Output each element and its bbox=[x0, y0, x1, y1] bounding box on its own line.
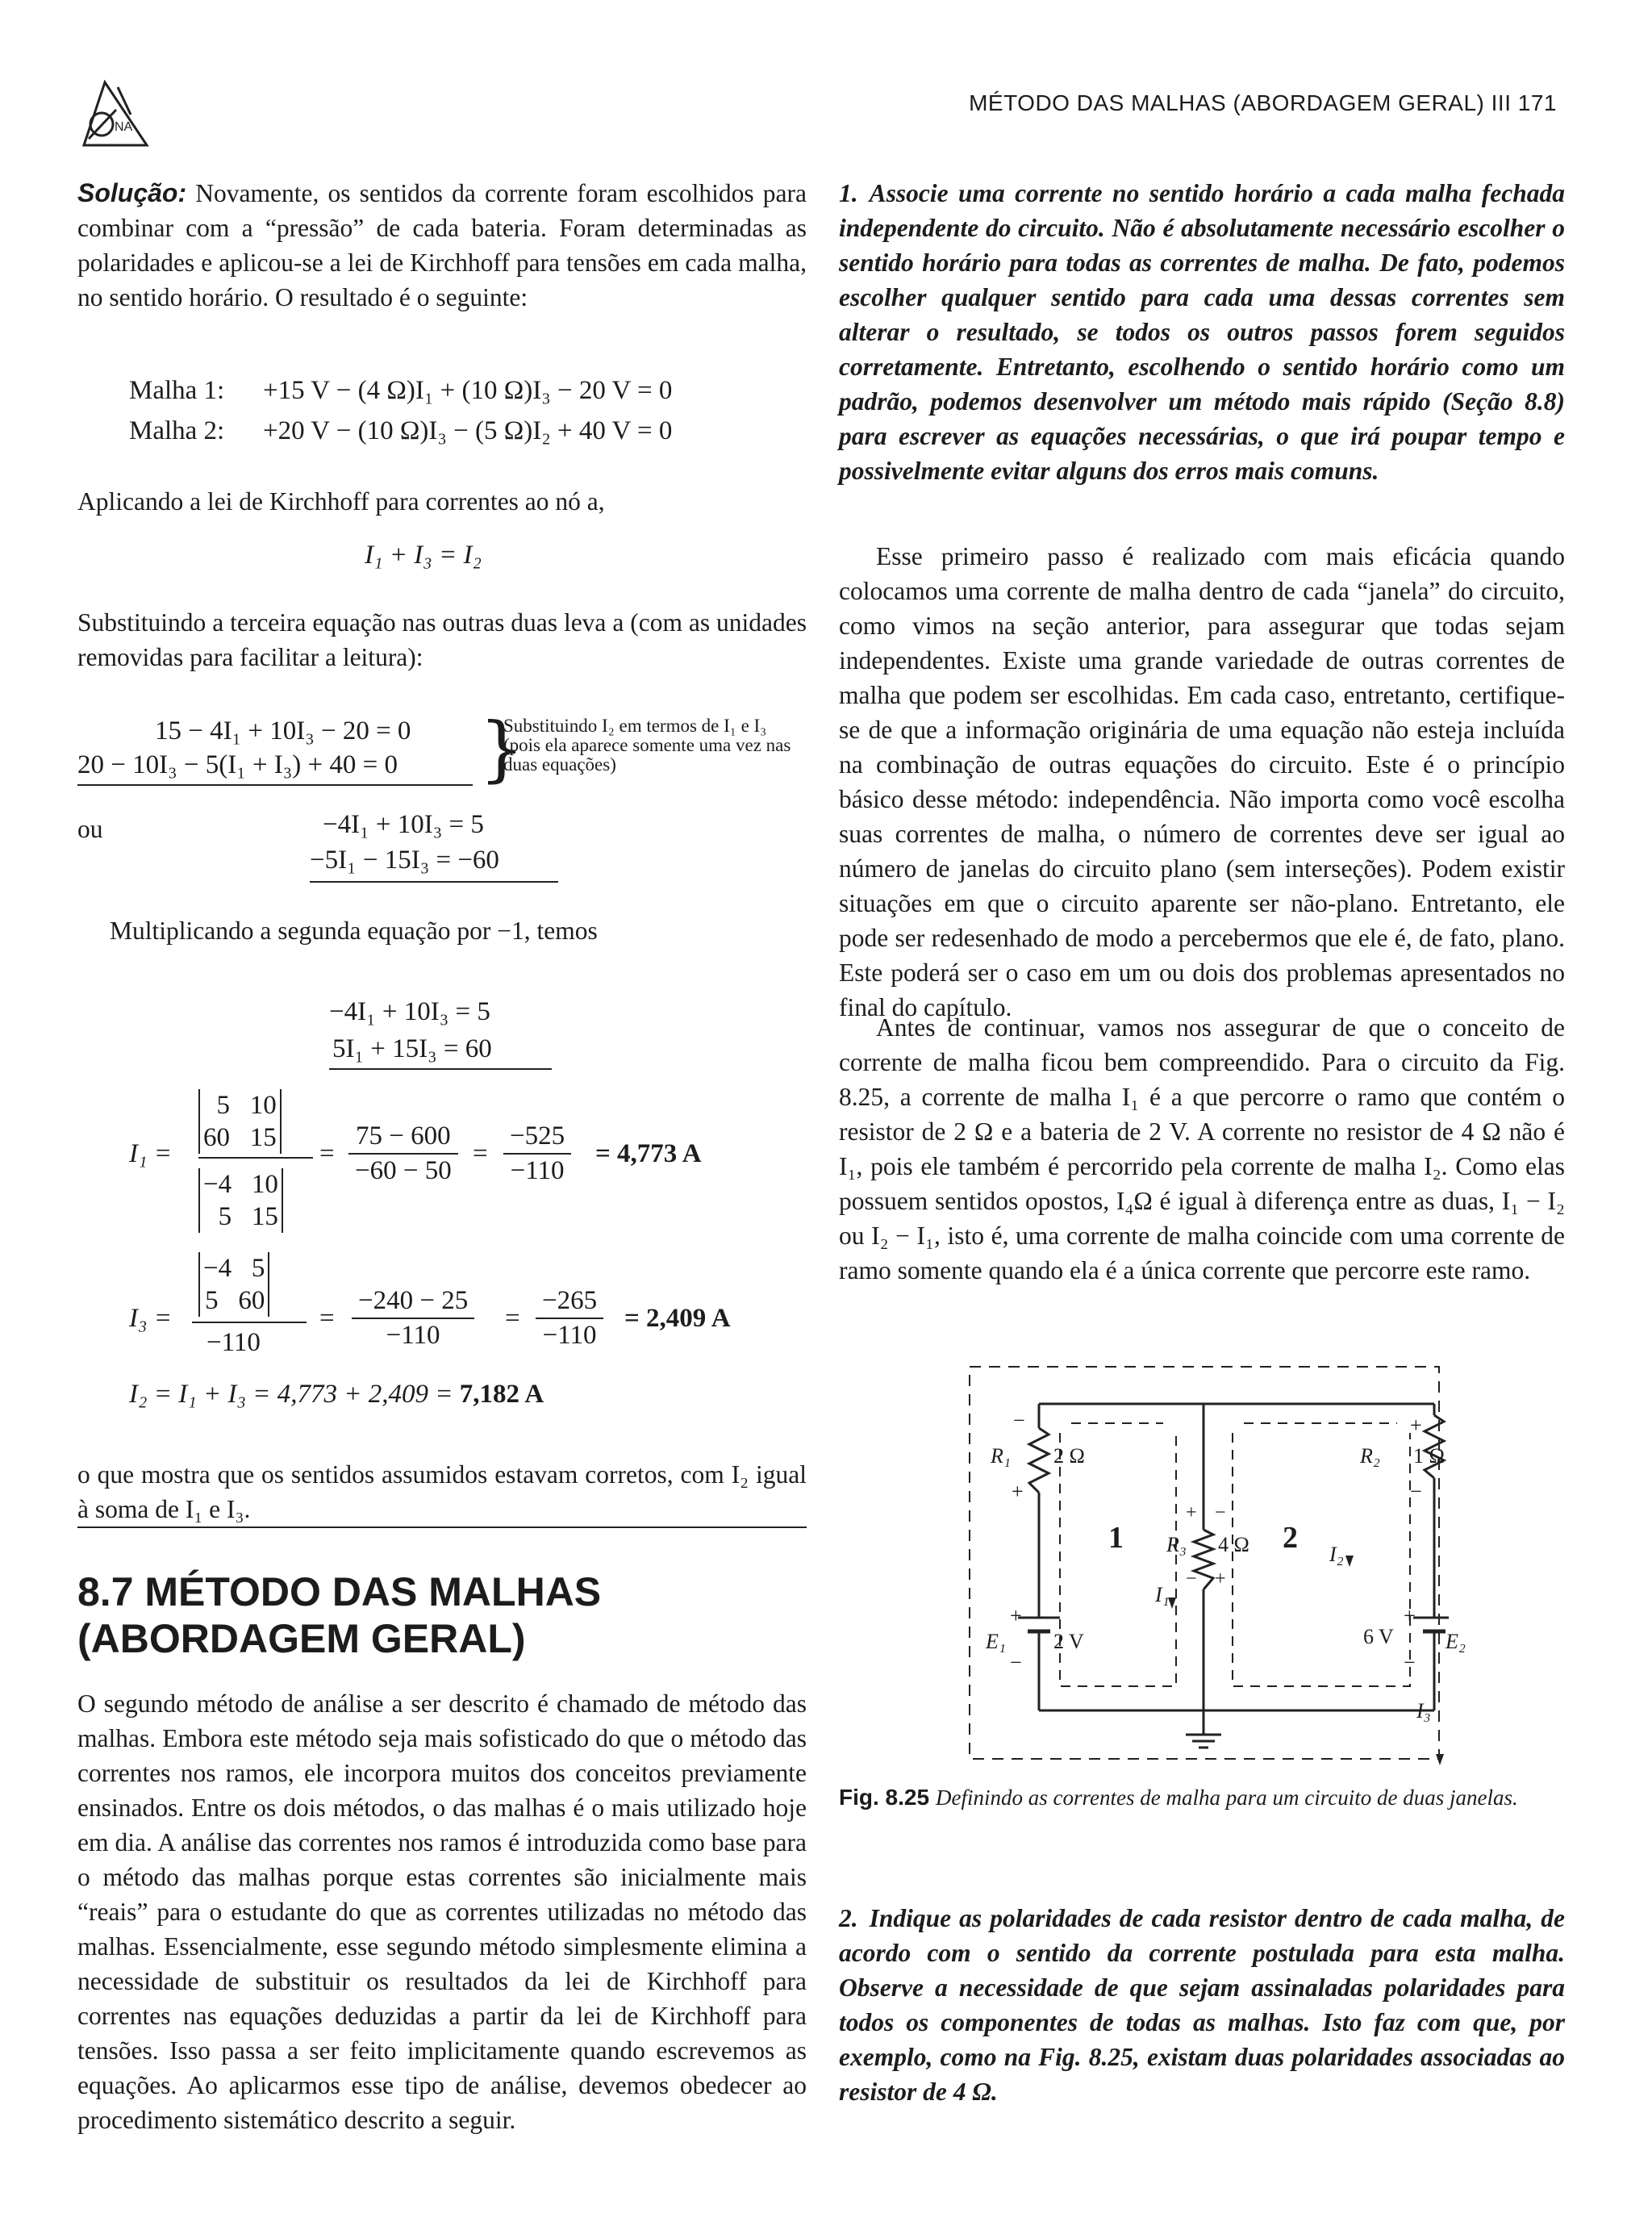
i1-fraction-1: $\frac{75 - 600}{-60 - 50}$ bbox=[348, 1121, 458, 1186]
system2-eq1: −4I₁ + 10I₃ = 5 bbox=[323, 810, 484, 839]
system1-underline bbox=[77, 784, 473, 786]
system3-eq2: 5I₁ + 15I₃ = 60 bbox=[332, 1034, 492, 1063]
e1-value: 2 V bbox=[1053, 1630, 1084, 1653]
i1-denominator-det: −4 10 5 15 bbox=[198, 1168, 283, 1233]
running-header: MÉTODO DAS MALHAS (ABORDAGEM GERAL) III 171 bbox=[969, 90, 1557, 115]
i3-numerator-det: −4 5 5 60 bbox=[198, 1252, 269, 1317]
i2-equation: I₂ = I₁ + I₃ = 4,773 + 2,409 = 7,182 A bbox=[129, 1380, 544, 1409]
multiply-text: Multiplicando a segunda equação por −1, temos bbox=[110, 917, 598, 945]
e1-minus: − bbox=[1010, 1651, 1022, 1674]
kcl-equation: I₁ + I₃ = I₂ bbox=[365, 541, 482, 570]
svg-text:NA: NA bbox=[115, 120, 133, 134]
i3-result: = 2,409 A bbox=[624, 1304, 731, 1333]
figure-caption bbox=[839, 1783, 1565, 1812]
r1-label: R₁ bbox=[991, 1444, 1011, 1468]
figure-label: Fig. 8.25 bbox=[839, 1785, 930, 1810]
logo bbox=[81, 77, 153, 150]
r2-label: R₂ bbox=[1360, 1444, 1380, 1468]
section-title: 8.7 MÉTODO DAS MALHAS (ABORDAGEM GERAL) bbox=[77, 1569, 602, 1661]
i1-label: I₁ = bbox=[129, 1139, 172, 1168]
i1-result: = 4,773 A bbox=[595, 1139, 702, 1168]
i3-equals-2: = bbox=[505, 1304, 520, 1333]
figure-caption-text: Definindo as correntes de malha para um circuito de duas janelas. bbox=[936, 1785, 1518, 1810]
system1-eq1: 15 − 4I₁ + 10I₃ − 20 = 0 bbox=[155, 716, 411, 745]
i3-label: I₃ = bbox=[129, 1304, 172, 1333]
i3-fraction-2: $\frac{-265}{-110}$ bbox=[536, 1286, 603, 1351]
malha1-equation: +15 V − (4 Ω)I₁ + (10 Ω)I₃ − 20 V = 0 bbox=[263, 376, 673, 405]
r1-value: 2 Ω bbox=[1053, 1444, 1085, 1468]
solution-label: Solução: bbox=[77, 178, 187, 207]
i1-numerator-det: 5 10 60 15 bbox=[198, 1089, 282, 1154]
system1-eq2: 20 − 10I₃ − 5(I₁ + I₃) + 40 = 0 bbox=[77, 750, 398, 779]
r3-minus-bottom: − bbox=[1186, 1568, 1197, 1589]
r3-value: 4 Ω bbox=[1218, 1533, 1249, 1556]
e1-label: E₁ bbox=[986, 1630, 1006, 1653]
i2-current-label: I₂ bbox=[1329, 1543, 1344, 1566]
substitution-text: Substituindo a terceira equação nas outras duas leva a (com as unidades removidas para facilitar a leitura): bbox=[77, 608, 807, 671]
i1-fraction-bar bbox=[198, 1157, 313, 1159]
i1-equals-1: = bbox=[319, 1139, 335, 1168]
mesh-1-label: 1 bbox=[1108, 1521, 1124, 1555]
kcl-text: Aplicando a lei de Kirchhoff para correntes ao nó a, bbox=[77, 487, 605, 516]
r3-plus-bottom: + bbox=[1215, 1568, 1226, 1589]
r1-minus: − bbox=[1013, 1409, 1025, 1432]
r1-plus: + bbox=[1012, 1480, 1024, 1503]
r2-plus: + bbox=[1410, 1414, 1422, 1437]
step1 bbox=[839, 176, 1565, 488]
e2-minus: − bbox=[1404, 1651, 1416, 1674]
malha2-label: Malha 2: bbox=[129, 416, 225, 445]
malha2-equation: +20 V − (10 Ω)I₃ − (5 Ω)I₂ + 40 V = 0 bbox=[263, 416, 673, 445]
i3-equals-1: = bbox=[319, 1304, 335, 1333]
system2-eq2: −5I₁ − 15I₃ = −60 bbox=[310, 846, 499, 875]
r2-value: 1 Ω bbox=[1413, 1444, 1445, 1468]
step1-number: 1. bbox=[839, 179, 858, 207]
e1-plus: + bbox=[1010, 1604, 1022, 1627]
malha1-label: Malha 1: bbox=[129, 376, 225, 405]
r3-plus-top: + bbox=[1186, 1502, 1197, 1523]
step1-text: Associe uma corrente no sentido horário a cada malha fechada independente do circuito. Não é absolutamente necessário escolher o sentido horário para todas as correntes de malha. De fato, podemos escolher qualquer sentido para cada uma dessas correntes sem alterar o resultado, se todos os outros passos forem seguidos corretamente. Entretanto, escolhendo o sentido horário como um padrão, podemos desenvolver um método mais rápido (Seção 8.8) para escrever as equações necessárias, o que irá poupar tempo e possivelmente evitar alguns dos erros mais comuns. bbox=[839, 179, 1565, 485]
section-rule bbox=[77, 1526, 807, 1528]
ou-label: ou bbox=[77, 815, 103, 843]
i3-fraction-bar bbox=[192, 1322, 307, 1323]
step2 bbox=[839, 1901, 1565, 2109]
circuit-figure bbox=[965, 1355, 1449, 1775]
brace-note: Substituindo I₂ em termos de I₁ e I₃ (pois ela aparece somente uma vez nas duas equações) bbox=[503, 716, 791, 775]
step2-number: 2. bbox=[839, 1904, 858, 1932]
mesh-2-label: 2 bbox=[1283, 1521, 1298, 1555]
r2-minus: − bbox=[1410, 1480, 1422, 1503]
r3-minus-top: − bbox=[1215, 1502, 1226, 1523]
solution-paragraph bbox=[77, 176, 807, 315]
system3-underline bbox=[329, 1068, 552, 1070]
i3-fraction-1: $\frac{-240 - 25}{-110}$ bbox=[352, 1286, 474, 1351]
brace: } bbox=[479, 707, 524, 790]
i3-current-label: I₃ bbox=[1416, 1699, 1431, 1723]
solution-text: Novamente, os sentidos da corrente foram escolhidos para combinar com a “pressão” de cada bateria. Foram determinadas as polaridades e aplicou-se a lei de Kirchhoff para tensões em cada malha, no sentido horário. O resultado é o seguinte: bbox=[77, 179, 807, 311]
r3-label: R₃ bbox=[1166, 1533, 1187, 1556]
paragraph-corrente-malha: Antes de continuar, vamos nos assegurar de que o conceito de corrente de malha ficou bem compreendido. Para o circuito da Fig. 8.25, a corrente de malha I₁ é a que percorre o ramo que contém o resistor de 2 Ω e a bateria de 2 V. A corrente no resistor de 4 Ω não é I₁, pois ele também é percorrido pela corrente de malha I₂. Como elas possuem sentidos opostos, I₄Ω é igual à diferença entre as duas, I₁ − I₂ ou I₂ − I₁, isto é, uma corrente de malha coincide com uma corrente de ramo somente quando ela é a única corrente que percorre este ramo. bbox=[839, 1013, 1565, 1284]
i1-fraction-2: $\frac{-525}{-110}$ bbox=[503, 1121, 571, 1186]
i3-denominator: −110 bbox=[206, 1328, 261, 1357]
e2-plus: + bbox=[1404, 1604, 1416, 1627]
paragraph-janelas: Esse primeiro passo é realizado com mais eficácia quando colocamos uma corrente de malha dentro de cada “janela” do circuito, como vimos na seção anterior, para assegurar que todas sejam independentes. Existe uma grande variedade de outras correntes de malha que podem ser escolhidas. Em cada caso, entretanto, certifique-se de que a informação originária de uma equação não esteja incluída na combinação de outras equações do circuito. Este é o princípio básico desse método: independência. Não importa como você escolha suas correntes de malha, o número de correntes deve ser igual ao número de janelas do circuito plano (sem interseções). Podem existir situações em que o circuito aparente ser não-plano. Entretanto, ele pode ser redesenhado de modo a percebermos que ele é, de fato, plano. Este poderá ser o caso em um ou dois dos problemas apresentados no final do capítulo. bbox=[839, 542, 1565, 1021]
i1-equals-2: = bbox=[473, 1139, 488, 1168]
section-paragraph: O segundo método de análise a ser descrito é chamado de método das malhas. Embora este método seja mais sofisticado do que o método das correntes nos ramos, ele incorpora muitos dos conceitos previamente ensinados. Entre os dois métodos, o das malhas é o mais utilizado hoje em dia. A análise das correntes nos ramos é introduzida como base para o método das malhas porque estas correntes são inicialmente mais “reais” para o estudante do que as correntes utilizadas no método das malhas. Essencialmente, esse segundo método simplesmente elimina a necessidade de substituir os resultados da lei de Kirchhoff para correntes nas equações deduzidas a partir da lei de Kirchhoff para tensões. Isso passa a ser feito implicitamente quando escrevemos as equações. Ao aplicarmos esse tipo de análise, devemos obedecer ao procedimento sistemático descrito a seguir. bbox=[77, 1689, 807, 2134]
e2-label: E₂ bbox=[1446, 1630, 1466, 1653]
e2-value: 6 V bbox=[1363, 1625, 1394, 1648]
i1-current-label: I₁ bbox=[1155, 1583, 1170, 1606]
system2-underline bbox=[310, 881, 558, 883]
system3-eq1: −4I₁ + 10I₃ = 5 bbox=[329, 997, 490, 1026]
step2-text: Indique as polaridades de cada resistor dentro de cada malha, de acordo com o sentido da corrente postulada para esta malha. Observe a necessidade de que sejam assinaladas polaridades para todos os componentes de todas as malhas. Isto faz com que, por exemplo, como na Fig. 8.25, existam duas polaridades associadas ao resistor de 4 Ω. bbox=[839, 1904, 1565, 2106]
conclusion-text: o que mostra que os sentidos assumidos estavam corretos, com I₂ igual à soma de I₁ e I₃. bbox=[77, 1460, 807, 1523]
